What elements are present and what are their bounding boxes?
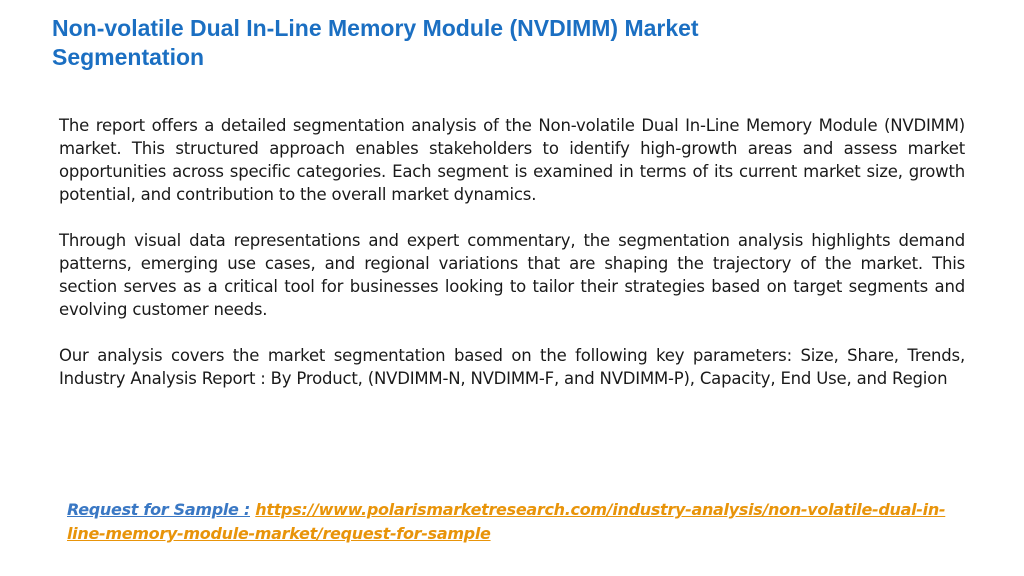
page-title: Non-volatile Dual In-Line Memory Module (NVDIMM) Market Segmentation (52, 15, 699, 70)
request-sample (67, 498, 947, 546)
paragraph-parameters: Our analysis covers the market segmentation based on the following key parameters: Size, Share, Trends, Industry Analysis Report : By Product, (NVDIMM-N, NVDIMM-F, and NVDIMM-P), Capacity, End Use, and Region (59, 346, 965, 388)
request-sample-link[interactable]: https://www.polarismarketresearch.com/industry-analysis/non-volatile-dual-in-line-memory-module-market/request-for-sample (67, 500, 946, 543)
request-sample-label: Request for Sample : (67, 500, 250, 519)
paragraph-visual-analysis: Through visual data representations and expert commentary, the segmentation analysis highlights demand patterns, emerging use cases, and regional variations that are shaping the trajectory of the market. This section serves as a critical tool for businesses looking to tailor their strategies based on target segments and evolving customer needs. (59, 231, 965, 319)
body-text (59, 114, 965, 413)
paragraph-intro: The report offers a detailed segmentation analysis of the Non-volatile Dual In-Line Memory Module (NVDIMM) market. This structured approach enables stakeholders to identify high-growth areas and assess market opportunities across specific categories. Each segment is examined in terms of its current market size, growth potential, and contribution to the overall market dynamics. (59, 116, 965, 204)
